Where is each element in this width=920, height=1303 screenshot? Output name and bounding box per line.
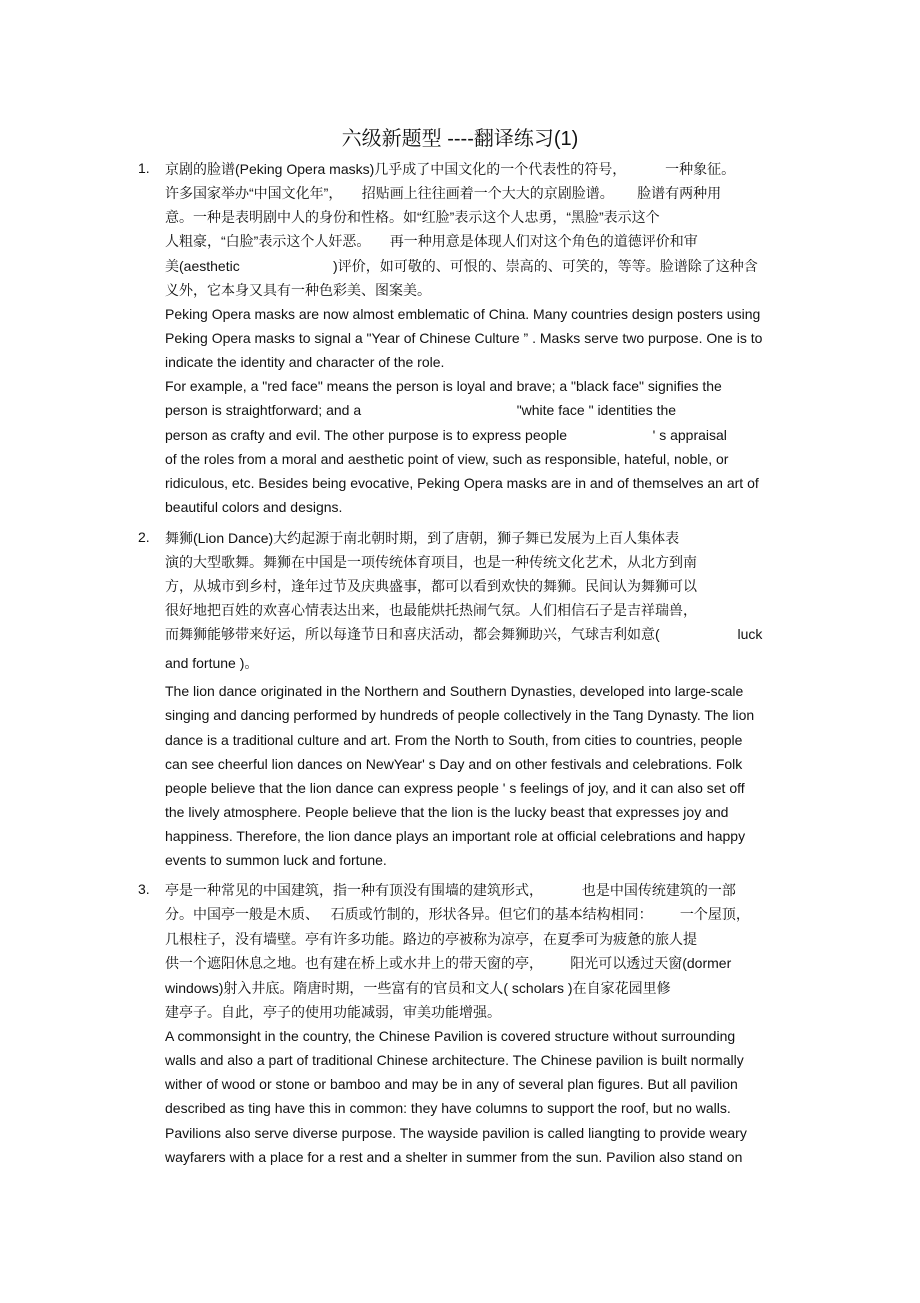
english-translation-line: singing and dancing performed by hundreds of people collectively in the Tang Dynasty. The lion bbox=[165, 707, 755, 723]
chinese-text-line: 很好地把百姓的欢喜心情表达出来，也最能烘托热闹气氛。人们相信石子是吉祥瑞兽， bbox=[165, 602, 697, 618]
chinese-text-line: 美(aesthetic )评价，如可敬的、可恨的、崇高的、可笑的，等等。脸谱除了这种含 bbox=[165, 258, 758, 274]
english-translation-line: For example, a "red face" means the person is loyal and brave; a "black face" signifies the bbox=[165, 378, 722, 394]
english-translation-line: wayfarers with a place for a rest and a shelter in summer from the sun. Pavilion also stand on bbox=[165, 1149, 743, 1165]
english-translation-line: happiness. Therefore, the lion dance plays an important role at official celebrations and happy bbox=[165, 828, 746, 844]
chinese-text-line: 供一个遮阳休息之地。也有建在桥上或水井上的带天窗的亭， 阳光可以透过天窗(dormer bbox=[165, 955, 732, 971]
english-translation-line: A commonsight in the country, the Chinese Pavilion is covered structure without surrounding bbox=[165, 1028, 736, 1044]
english-translation-line: wither of wood or stone or bamboo and may be in any of several plan figures. But all pavilion bbox=[165, 1076, 738, 1092]
chinese-text-line: and fortune )。 bbox=[165, 655, 259, 671]
chinese-text-line: 分。中国亭一般是木质、 石质或竹制的，形状各异。但它们的基本结构相同： 一个屋顶， bbox=[165, 906, 750, 922]
english-translation-line: Peking Opera masks are now almost emblematic of China. Many countries design posters using bbox=[165, 306, 761, 322]
english-translation-line: person is straightforward; and a "white face " identities the bbox=[165, 402, 677, 418]
english-translation-line: Pavilions also serve diverse purpose. The wayside pavilion is called liangting to provide weary bbox=[165, 1125, 747, 1141]
english-translation-line: the lively atmosphere. People believe that the lion is the lucky beast that expresses joy and bbox=[165, 804, 729, 820]
english-translation-line: walls and also a part of traditional Chinese architecture. The Chinese pavilion is built normally bbox=[165, 1052, 744, 1068]
english-translation-line: ridiculous, etc. Besides being evocative, Peking Opera masks are in and of themselves an art of bbox=[165, 475, 759, 491]
item-number: 1. bbox=[138, 160, 150, 176]
item-number: 3. bbox=[138, 881, 150, 897]
chinese-text-line: 建亭子。自此，亭子的使用功能减弱，审美功能增强。 bbox=[165, 1004, 501, 1020]
chinese-text-line: 而舞狮能够带来好运，所以每逢节日和喜庆活动，都会舞狮助兴，气球吉利如意( luck bbox=[165, 626, 763, 642]
english-translation-line: beautiful colors and designs. bbox=[165, 499, 343, 515]
english-translation-line: Peking Opera masks to signal a "Year of Chinese Culture ” . Masks serve two purpose. One is to bbox=[165, 330, 763, 346]
chinese-text-line: 亭是一种常见的中国建筑，指一种有顶没有围墙的建筑形式， 也是中国传统建筑的一部 bbox=[165, 882, 736, 898]
chinese-text-line: 舞狮(Lion Dance)大约起源于南北朝时期，到了唐朝，狮子舞已发展为上百人集体表 bbox=[165, 530, 680, 546]
chinese-text-line: 意。一种是表明剧中人的身份和性格。如“红脸”表示这个人忠勇，“黑脸”表示这个 bbox=[165, 209, 660, 225]
english-translation-line: person as crafty and evil. The other purpose is to express people ' s appraisal bbox=[165, 427, 727, 443]
english-translation-line: can see cheerful lion dances on NewYear' s Day and on other festivals and celebrations. Folk bbox=[165, 756, 743, 772]
chinese-text-line: 许多国家举办“中国文化年”， 招贴画上往往画着一个大大的京剧脸谱。 脸谱有两种用 bbox=[165, 185, 722, 201]
chinese-text-line: 方，从城市到乡村，逢年过节及庆典盛事，都可以看到欢快的舞狮。民间认为舞狮可以 bbox=[165, 578, 697, 594]
english-translation-line: described as ting have this in common: they have columns to support the roof, but no walls. bbox=[165, 1100, 731, 1116]
chinese-text-line: 演的大型歌舞。舞狮在中国是一项传统体育项目，也是一种传统文化艺术，从北方到南 bbox=[165, 554, 697, 570]
chinese-text-line: 义外，它本身又具有一种色彩美、图案美。 bbox=[165, 282, 431, 298]
english-translation-line: indicate the identity and character of the role. bbox=[165, 354, 445, 370]
english-translation-line: people believe that the lion dance can express people ' s feelings of joy, and it can also set off bbox=[165, 780, 745, 796]
chinese-text-line: 京剧的脸谱(Peking Opera masks)几乎成了中国文化的一个代表性的符号， 一种象征。 bbox=[165, 161, 736, 177]
chinese-text-line: 几根柱子，没有墙壁。亭有许多功能。路边的亭被称为凉亭，在夏季可为疲惫的旅人提 bbox=[165, 931, 697, 947]
item-number: 2. bbox=[138, 529, 150, 545]
chinese-text-line: windows)射入井底。隋唐时期，一些富有的官员和文人( scholars )在自家花园里修 bbox=[165, 980, 671, 996]
chinese-text-line: 人粗豪，“白脸”表示这个人奸恶。 再一种用意是体现人们对这个角色的道德评价和审 bbox=[165, 233, 698, 249]
page-title: 六级新题型 ----翻译练习(1) bbox=[341, 128, 579, 150]
english-translation-line: The lion dance originated in the Northern and Southern Dynasties, developed into large-scale bbox=[165, 683, 744, 699]
english-translation-line: of the roles from a moral and aesthetic point of view, such as responsible, hateful, noble, or bbox=[165, 451, 729, 467]
english-translation-line: dance is a traditional culture and art. From the North to South, from cities to countries, people bbox=[165, 732, 743, 748]
english-translation-line: events to summon luck and fortune. bbox=[165, 852, 387, 868]
